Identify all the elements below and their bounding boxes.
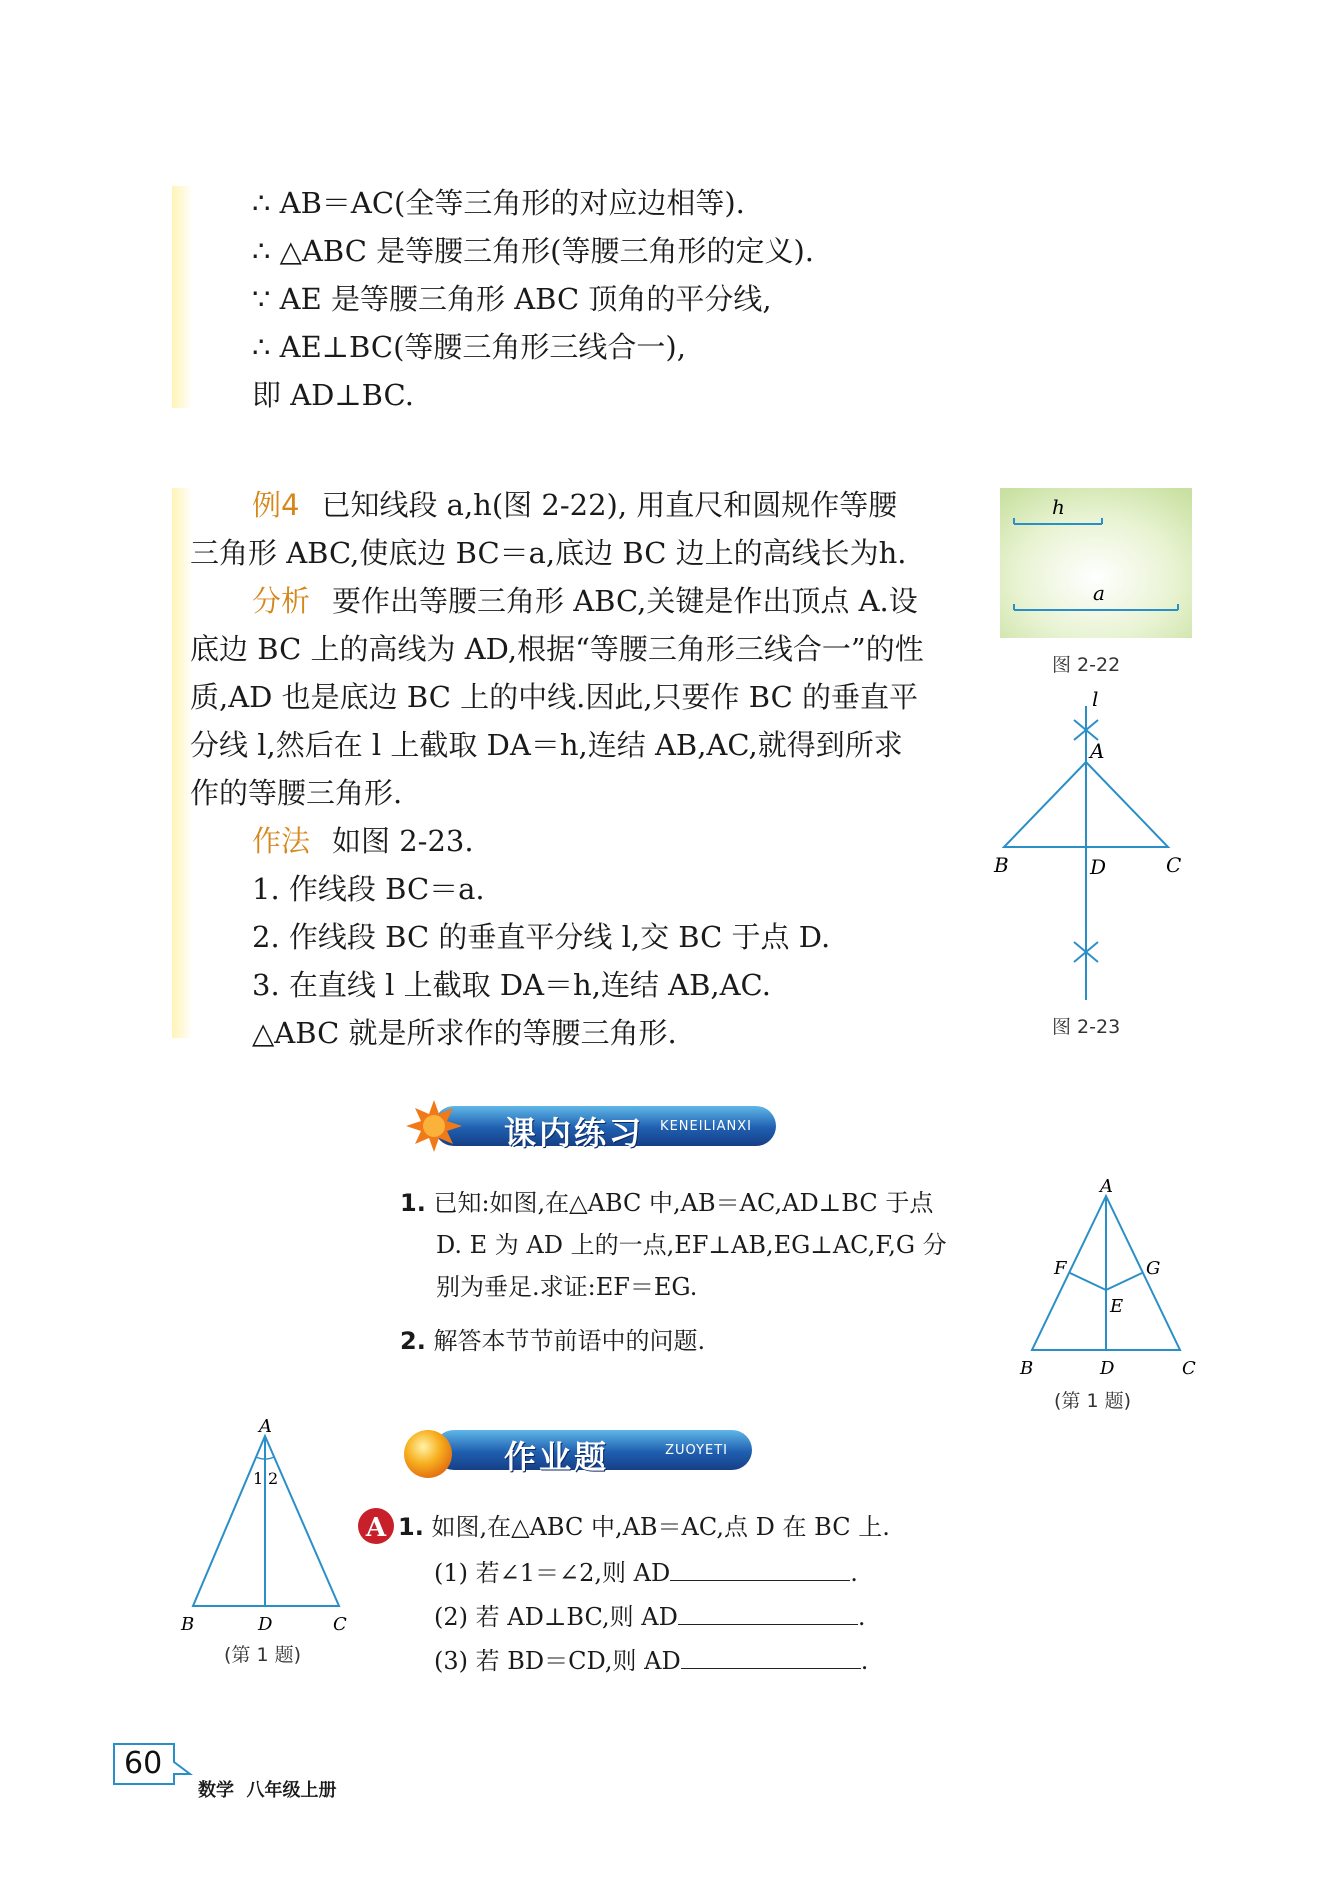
example4-line-1: [252, 485, 897, 525]
analysis-line-2: 底边 BC 上的高线为 AD,根据“等腰三角形三线合一”的性: [190, 632, 924, 666]
label-C: C: [1166, 853, 1182, 877]
homework-label-angle-2: 2: [268, 1469, 279, 1488]
practice-banner: [404, 1098, 776, 1154]
example-highlight-band: [172, 488, 192, 1038]
figure-2-22-caption: 图 2-22: [1052, 654, 1121, 676]
homework-label-A: A: [259, 1416, 272, 1437]
label-A: A: [1090, 739, 1105, 763]
homework-sub1: (1) 若∠1＝∠2,则 AD .: [434, 1556, 858, 1590]
method-step-2: 2. 作线段 BC 的垂直平分线 l,交 BC 于点 D.: [252, 920, 831, 954]
practice-q1-text-1: 已知:如图,在△ABC 中,AB＝AC,AD⊥BC 于点: [433, 1189, 934, 1217]
practice-subtitle: KENEILIANXI: [660, 1119, 752, 1134]
practice-q2-text: 解答本节节前语中的问题.: [433, 1327, 706, 1355]
homework-label-D: D: [258, 1614, 273, 1635]
proof-line-5: 即 AD⊥BC.: [252, 378, 414, 412]
figure-2-22-background: [1000, 488, 1192, 638]
practice-label-A: A: [1100, 1178, 1113, 1197]
homework-label-C: C: [333, 1614, 347, 1635]
homework-title: 作业题: [504, 1438, 610, 1476]
homework-sub1-text: (1) 若∠1＝∠2,则 AD: [434, 1559, 671, 1587]
practice-label-D: D: [1100, 1358, 1115, 1378]
homework-subtitle: ZUOYETI: [665, 1443, 728, 1458]
proof-line-4: ∴ AE⊥BC(等腰三角形三线合一),: [252, 330, 686, 364]
practice-q1-line2: D. E 为 AD 上的一点,EF⊥AB,EG⊥AC,F,G 分: [436, 1231, 947, 1259]
practice-label-B: B: [1020, 1358, 1034, 1378]
figure-2-23-caption: 图 2-23: [1052, 1016, 1121, 1038]
answer-blank-1[interactable]: [670, 1556, 850, 1581]
method-step-3: 3. 在直线 l 上截取 DA＝h,连结 AB,AC.: [252, 968, 771, 1002]
analysis-line-3: 质,AD 也是底边 BC 上的中线.因此,只要作 BC 的垂直平: [190, 680, 919, 714]
homework-q1-stem: 如图,在△ABC 中,AB＝AC,点 D 在 BC 上.: [431, 1513, 890, 1541]
answer-blank-2[interactable]: [678, 1600, 858, 1625]
method-line: [252, 821, 474, 861]
analysis-line-4: 分线 l,然后在 l 上截取 DA＝h,连结 AB,AC,就得到所求: [190, 728, 903, 762]
level-a-badge-icon: [356, 1506, 396, 1546]
homework-label-B: B: [181, 1614, 195, 1635]
homework-label-angle-1: 1: [253, 1469, 264, 1488]
practice-banner-bar: [434, 1106, 776, 1152]
homework-sub3: (3) 若 BD＝CD,则 AD .: [434, 1644, 868, 1678]
figure-2-23: [990, 690, 1200, 1006]
homework-banner-bar: [434, 1430, 752, 1476]
proof-line-1: ∴ AB＝AC(全等三角形的对应边相等).: [252, 186, 745, 220]
example4-stem-2: 三角形 ABC,使底边 BC＝a,底边 BC 边上的高线长为h.: [190, 536, 907, 570]
label-h: h: [1052, 495, 1065, 519]
practice-q2-number: 2.: [400, 1327, 426, 1355]
practice-figure-caption: (第 1 题): [1054, 1390, 1131, 1412]
proof-highlight-band: [172, 186, 192, 408]
homework-q1-figure: [176, 1416, 356, 1636]
answer-blank-3[interactable]: [681, 1644, 861, 1669]
star-burst-icon: [404, 1098, 464, 1154]
practice-label-F: F: [1054, 1258, 1067, 1279]
method-step-1: 1. 作线段 BC＝a.: [252, 872, 485, 906]
analysis-text-1: 要作出等腰三角形 ABC,关键是作出顶点 A.设: [332, 584, 918, 618]
level-a-label: A: [365, 1513, 387, 1543]
label-a: a: [1093, 581, 1105, 605]
figure-2-22: [1000, 488, 1192, 638]
practice-q2: [400, 1324, 705, 1358]
practice-label-G: G: [1146, 1258, 1161, 1279]
analysis-label: 分析: [252, 584, 311, 618]
method-label: 作法: [252, 824, 311, 858]
page-number: 60: [124, 1746, 163, 1781]
practice-segment-ef: [1070, 1273, 1106, 1290]
homework-figure-caption: (第 1 题): [224, 1644, 301, 1666]
label-l: l: [1092, 690, 1099, 711]
homework-q1-number: 1.: [398, 1513, 424, 1541]
practice-segment-eg: [1106, 1273, 1142, 1290]
practice-q1-line3: 别为垂足.求证:EF＝EG.: [436, 1273, 698, 1301]
method-conclusion: △ABC 就是所求作的等腰三角形.: [252, 1016, 677, 1050]
practice-label-C: C: [1182, 1358, 1196, 1378]
practice-q1-line1: [400, 1186, 933, 1220]
label-B: B: [994, 853, 1009, 877]
example4-label: 例4: [252, 488, 300, 522]
analysis-line-5: 作的等腰三角形.: [190, 776, 403, 810]
example4-stem-1: 已知线段 a,h(图 2-22), 用直尺和圆规作等腰: [321, 488, 898, 522]
label-D: D: [1090, 855, 1107, 879]
proof-line-2: ∴ △ABC 是等腰三角形(等腰三角形的定义).: [252, 234, 815, 268]
method-intro: 如图 2-23.: [332, 824, 474, 858]
practice-q1-figure: [1018, 1178, 1198, 1378]
proof-line-3: ∵ AE 是等腰三角形 ABC 顶角的平分线,: [252, 282, 772, 316]
practice-label-E: E: [1110, 1296, 1124, 1317]
homework-sub2-text: (2) 若 AD⊥BC,则 AD: [434, 1603, 678, 1631]
analysis-line-1: [252, 581, 918, 621]
practice-title: 课内练习: [504, 1114, 645, 1152]
sun-ball-icon: [400, 1420, 458, 1482]
practice-q1-number: 1.: [400, 1189, 426, 1217]
homework-banner: [400, 1420, 752, 1482]
homework-sub3-text: (3) 若 BD＝CD,则 AD: [434, 1647, 681, 1675]
homework-sub2: (2) 若 AD⊥BC,则 AD .: [434, 1600, 865, 1634]
book-title: 数学 八年级上册: [198, 1780, 337, 1801]
homework-q1-line: [398, 1510, 890, 1544]
